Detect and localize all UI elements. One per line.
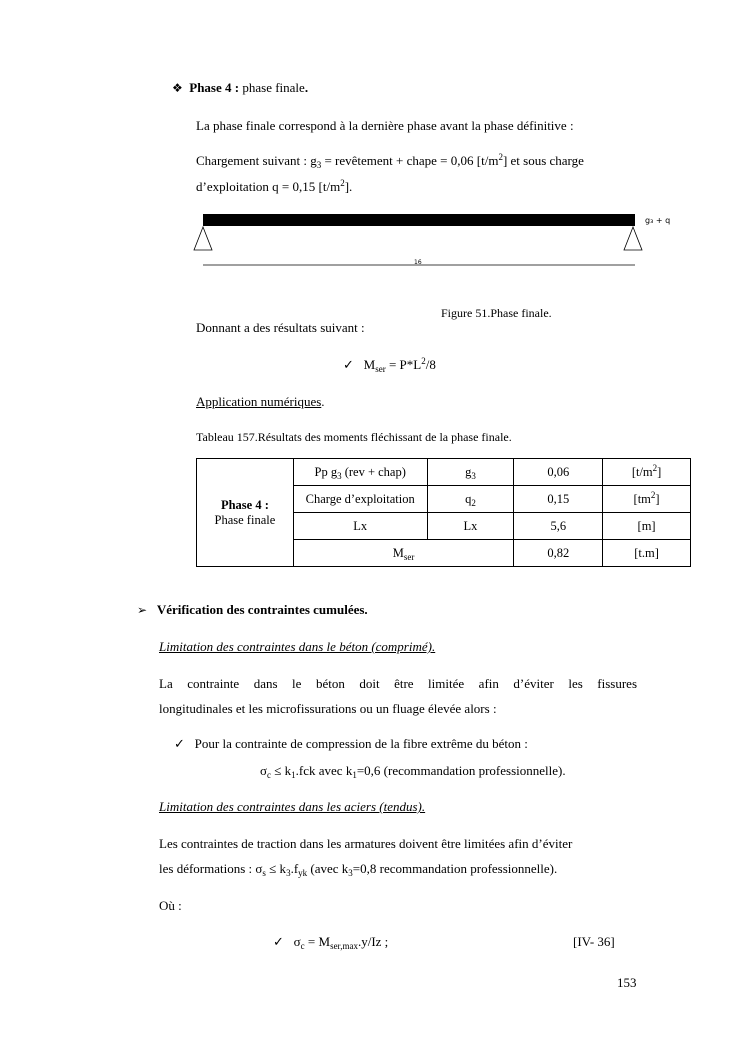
beton-line-2: longitudinales et les microfissurations ou un fluage élevée alors : — [159, 701, 497, 716]
application-title: Application numériques. — [196, 394, 325, 409]
table-cell: $M_{ser}$ — [293, 540, 514, 567]
ou-label: Où : — [159, 898, 182, 913]
check-icon: ✓ — [273, 935, 284, 950]
table-cell: Charge d’exploitation — [293, 486, 427, 513]
left-support-icon — [194, 227, 212, 250]
beton-subtitle: Limitation des contraintes dans le béton (comprimé). — [159, 639, 436, 654]
phase-cell: Phase 4 : Phase finale — [197, 459, 294, 567]
arrow-bullet-icon: ➢ — [137, 603, 148, 617]
span-label: 16 — [414, 259, 422, 266]
beam-bar — [203, 214, 635, 226]
phase-title-rest: phase finale — [239, 80, 305, 95]
table-cell: $[tm^2]$ — [603, 486, 691, 513]
table-caption: Tableau 157.Résultats des moments fléchissant de la phase finale. — [196, 430, 512, 444]
check-icon: ✓ — [343, 358, 354, 373]
table-cell: $[t/m^2]$ — [603, 459, 691, 486]
table-cell: $g_3$ — [427, 459, 514, 486]
table-cell: [t.m] — [603, 540, 691, 567]
phase-heading — [172, 80, 308, 96]
aciers-line-1: Les contraintes de traction dans les armatures doivent être limitées afin d’éviter — [159, 836, 573, 851]
table-cell: Lx — [293, 513, 427, 540]
table-cell: Lx — [427, 513, 514, 540]
results-intro: Donnant a des résultats suivant : — [196, 320, 365, 335]
load-label: g₃ + q — [645, 216, 671, 225]
equation-reference: [IV- 36] — [573, 934, 615, 949]
table-cell: 0,06 — [514, 459, 603, 486]
beton-line-1: La contrainte dans le béton doit être limitée afin d’éviter les fissures — [159, 676, 637, 691]
results-table — [196, 458, 691, 567]
load-line-2: d’exploitation q = 0,15 $[t/m^2]$. — [196, 178, 353, 194]
phase-title-dot: . — [304, 80, 309, 95]
moment-formula: ✓ $M_{ser} = P*L^2/8$ — [343, 356, 436, 374]
table-row — [197, 459, 691, 486]
table-cell: [m] — [603, 513, 691, 540]
sigma-equation: ✓ $\sigma_c = M_{ser,max}.y/Iz$ ; — [273, 934, 389, 951]
table-cell: 0,15 — [514, 486, 603, 513]
table-cell: 0,82 — [514, 540, 603, 567]
beam-figure — [190, 210, 680, 275]
load-line-1: Chargement suivant : $g_3$ = revêtement + chape = 0,06 $[t/m^2]$ et sous charge — [196, 152, 584, 170]
diamond-bullet-icon: ❖ — [172, 81, 183, 95]
table-cell: 5,6 — [514, 513, 603, 540]
table-cell: Pp $g_3$ (rev + chap) — [293, 459, 427, 486]
aciers-line-2: les déformations : $\sigma_s \le k_3.f_{yk}$ (avec $k_3=0,8$ recommandation professionnelle). — [159, 861, 558, 878]
figure-caption: Figure 51.Phase finale. — [441, 306, 552, 320]
table-cell: $q_2$ — [427, 486, 514, 513]
check-icon: ✓ — [174, 737, 185, 752]
phase-title-bold: Phase 4 : — [189, 80, 240, 95]
intro-paragraph: La phase finale correspond à la dernière phase avant la phase définitive : — [196, 118, 574, 133]
beton-formula: $\sigma_c \le k_1.fck$ avec $k_1=0,6$ (recommandation professionnelle). — [260, 763, 566, 780]
right-support-icon — [624, 227, 642, 250]
aciers-subtitle: Limitation des contraintes dans les aciers (tendus). — [159, 799, 426, 814]
beton-bullet: ✓ Pour la contrainte de compression de la fibre extrême du béton : — [174, 736, 528, 752]
verification-heading: ➢ Vérification des contraintes cumulées. — [137, 602, 368, 617]
page-number: 153 — [617, 975, 637, 990]
